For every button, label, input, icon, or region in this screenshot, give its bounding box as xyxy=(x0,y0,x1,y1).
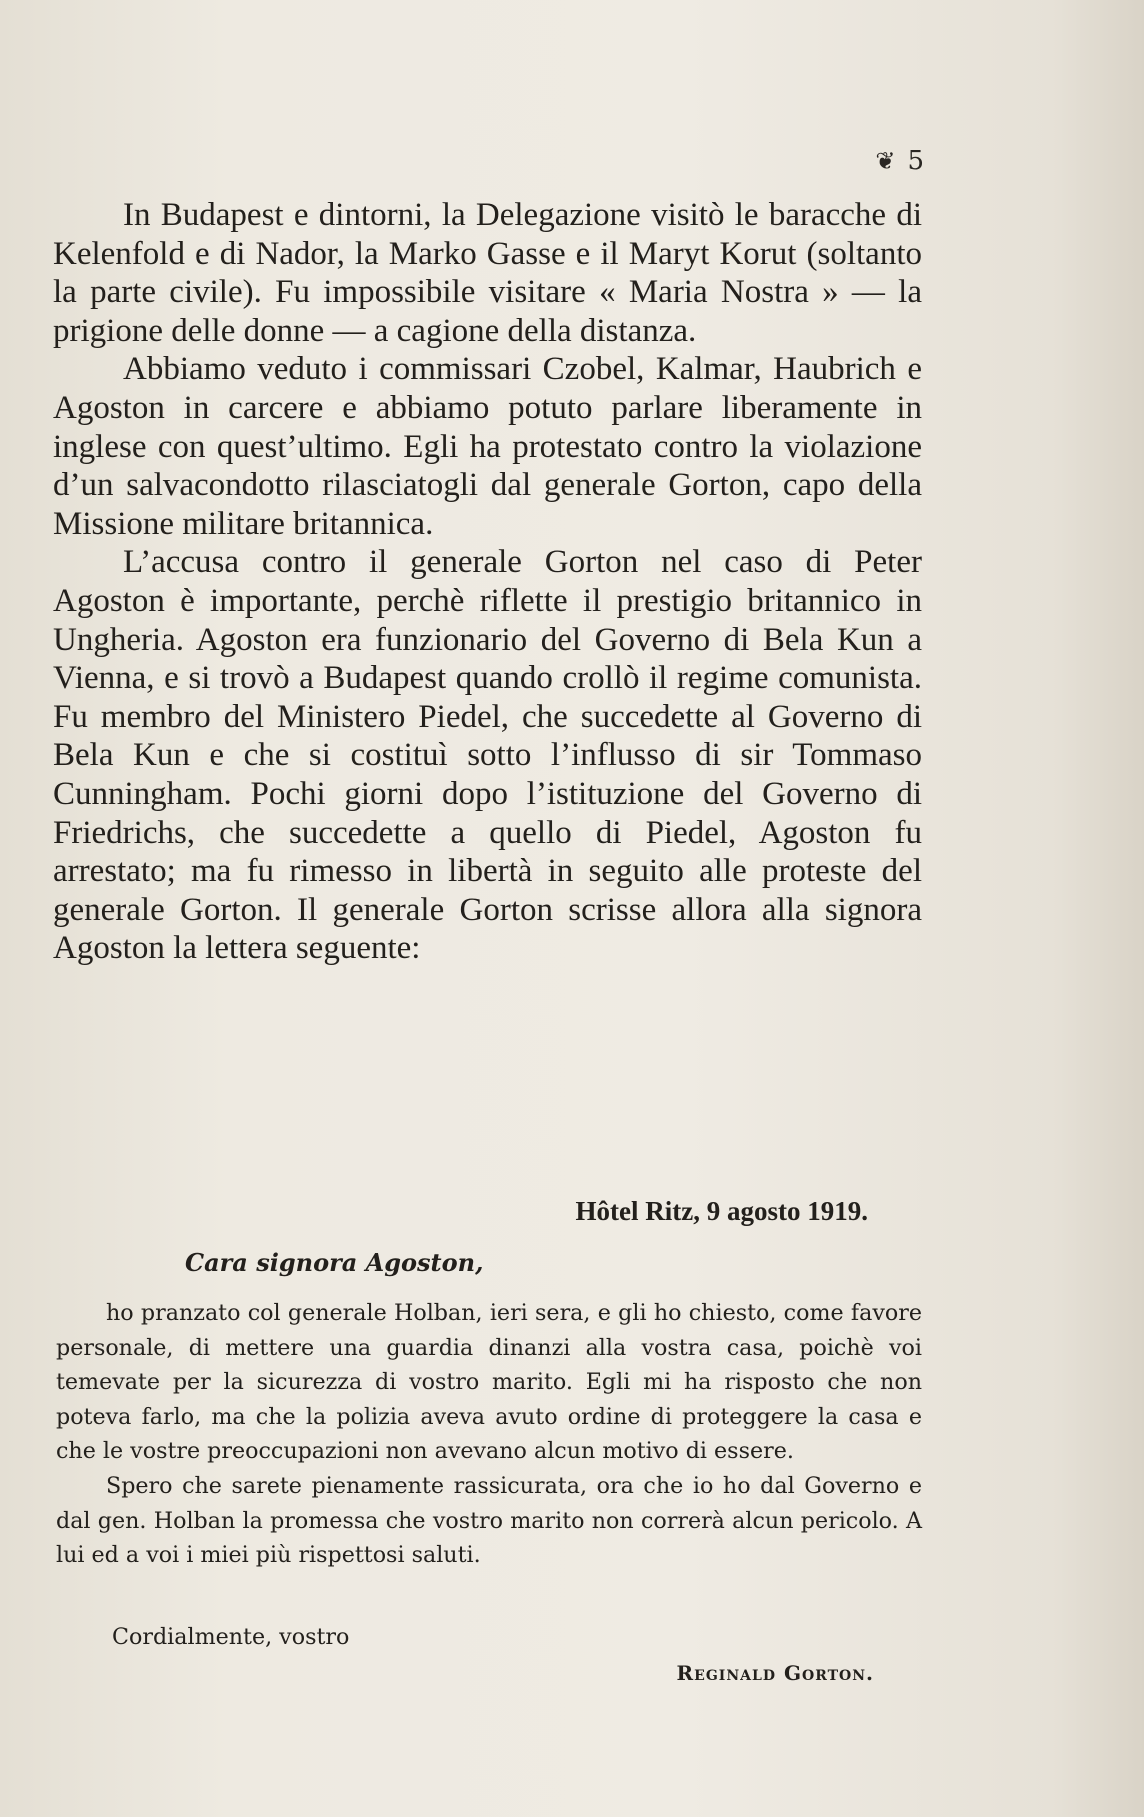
letter-salutation: Cara signora Agoston, xyxy=(185,1248,484,1277)
letter-dateline: Hôtel Ritz, 9 agosto 1919. xyxy=(575,1196,868,1226)
paragraph: L’accusa contro il generale Gorton nel caso di Peter Agoston è importante, perchè riflette il prestigio britannico in Ungheria. Agoston era funzionario del Governo di Bela Kun a Vienna, e si trovò a Budapest quando crollò il regime comunista. Fu membro del Ministero Piedel, che succedette al Governo di Bela Kun e che si costituì sotto l’influsso di sir Tommaso Cunningham. Pochi giorni dopo l’istituzione del Governo di Friedrichs, che succedette a quello di Piedel, Agoston fu arrestato; ma fu rimesso in libertà in seguito alle proteste del generale Gorton. Il generale Gorton scrisse allora alla signora Agoston la lettera seguente: xyxy=(53,544,922,967)
page-number: 5 xyxy=(907,146,924,176)
letter-body xyxy=(56,1296,922,1573)
letter-closing: Cordialmente, vostro xyxy=(112,1624,350,1650)
letter-signature: Reginald Gorton. xyxy=(676,1661,874,1685)
letter-paragraph: Spero che sarete pienamente rassicurata, ora che io ho dal Governo e dal gen. Holban la promessa che vostro marito non correrà alcun pericolo. A lui ed a voi i miei più rispettosi saluti. xyxy=(56,1472,922,1569)
letter-paragraph: ho pranzato col generale Holban, ieri sera, e gli ho chiesto, come favore personale, di mettere una guardia dinanzi alla vostra casa, poichè voi temevate per la sicurezza di vostro marito. Egli mi ha risposto che non poteva farlo, ma che la polizia aveva avuto ordine di proteggere la casa e che le vostre preoccupazioni non avevano alcun motivo di essere. xyxy=(56,1300,922,1465)
page-header xyxy=(875,146,924,176)
body-text xyxy=(53,196,922,968)
ornament-icon: ❦ xyxy=(875,147,894,175)
paragraph: Abbiamo veduto i commissari Czobel, Kalmar, Haubrich e Agoston in carcere e abbiamo potuto parlare liberamente in inglese con quest’ultimo. Egli ha protestato contro la violazione d’un salvacondotto rilasciatogli dal generale Gorton, capo della Missione militare britannica. xyxy=(53,351,922,542)
paragraph: In Budapest e dintorni, la Delegazione visitò le baracche di Kelenfold e di Nador, la Marko Gasse e il Maryt Korut (soltanto la parte civile). Fu impossibile visitare « Maria Nostra » — la prigione delle donne — a cagione della distanza. xyxy=(53,197,922,349)
